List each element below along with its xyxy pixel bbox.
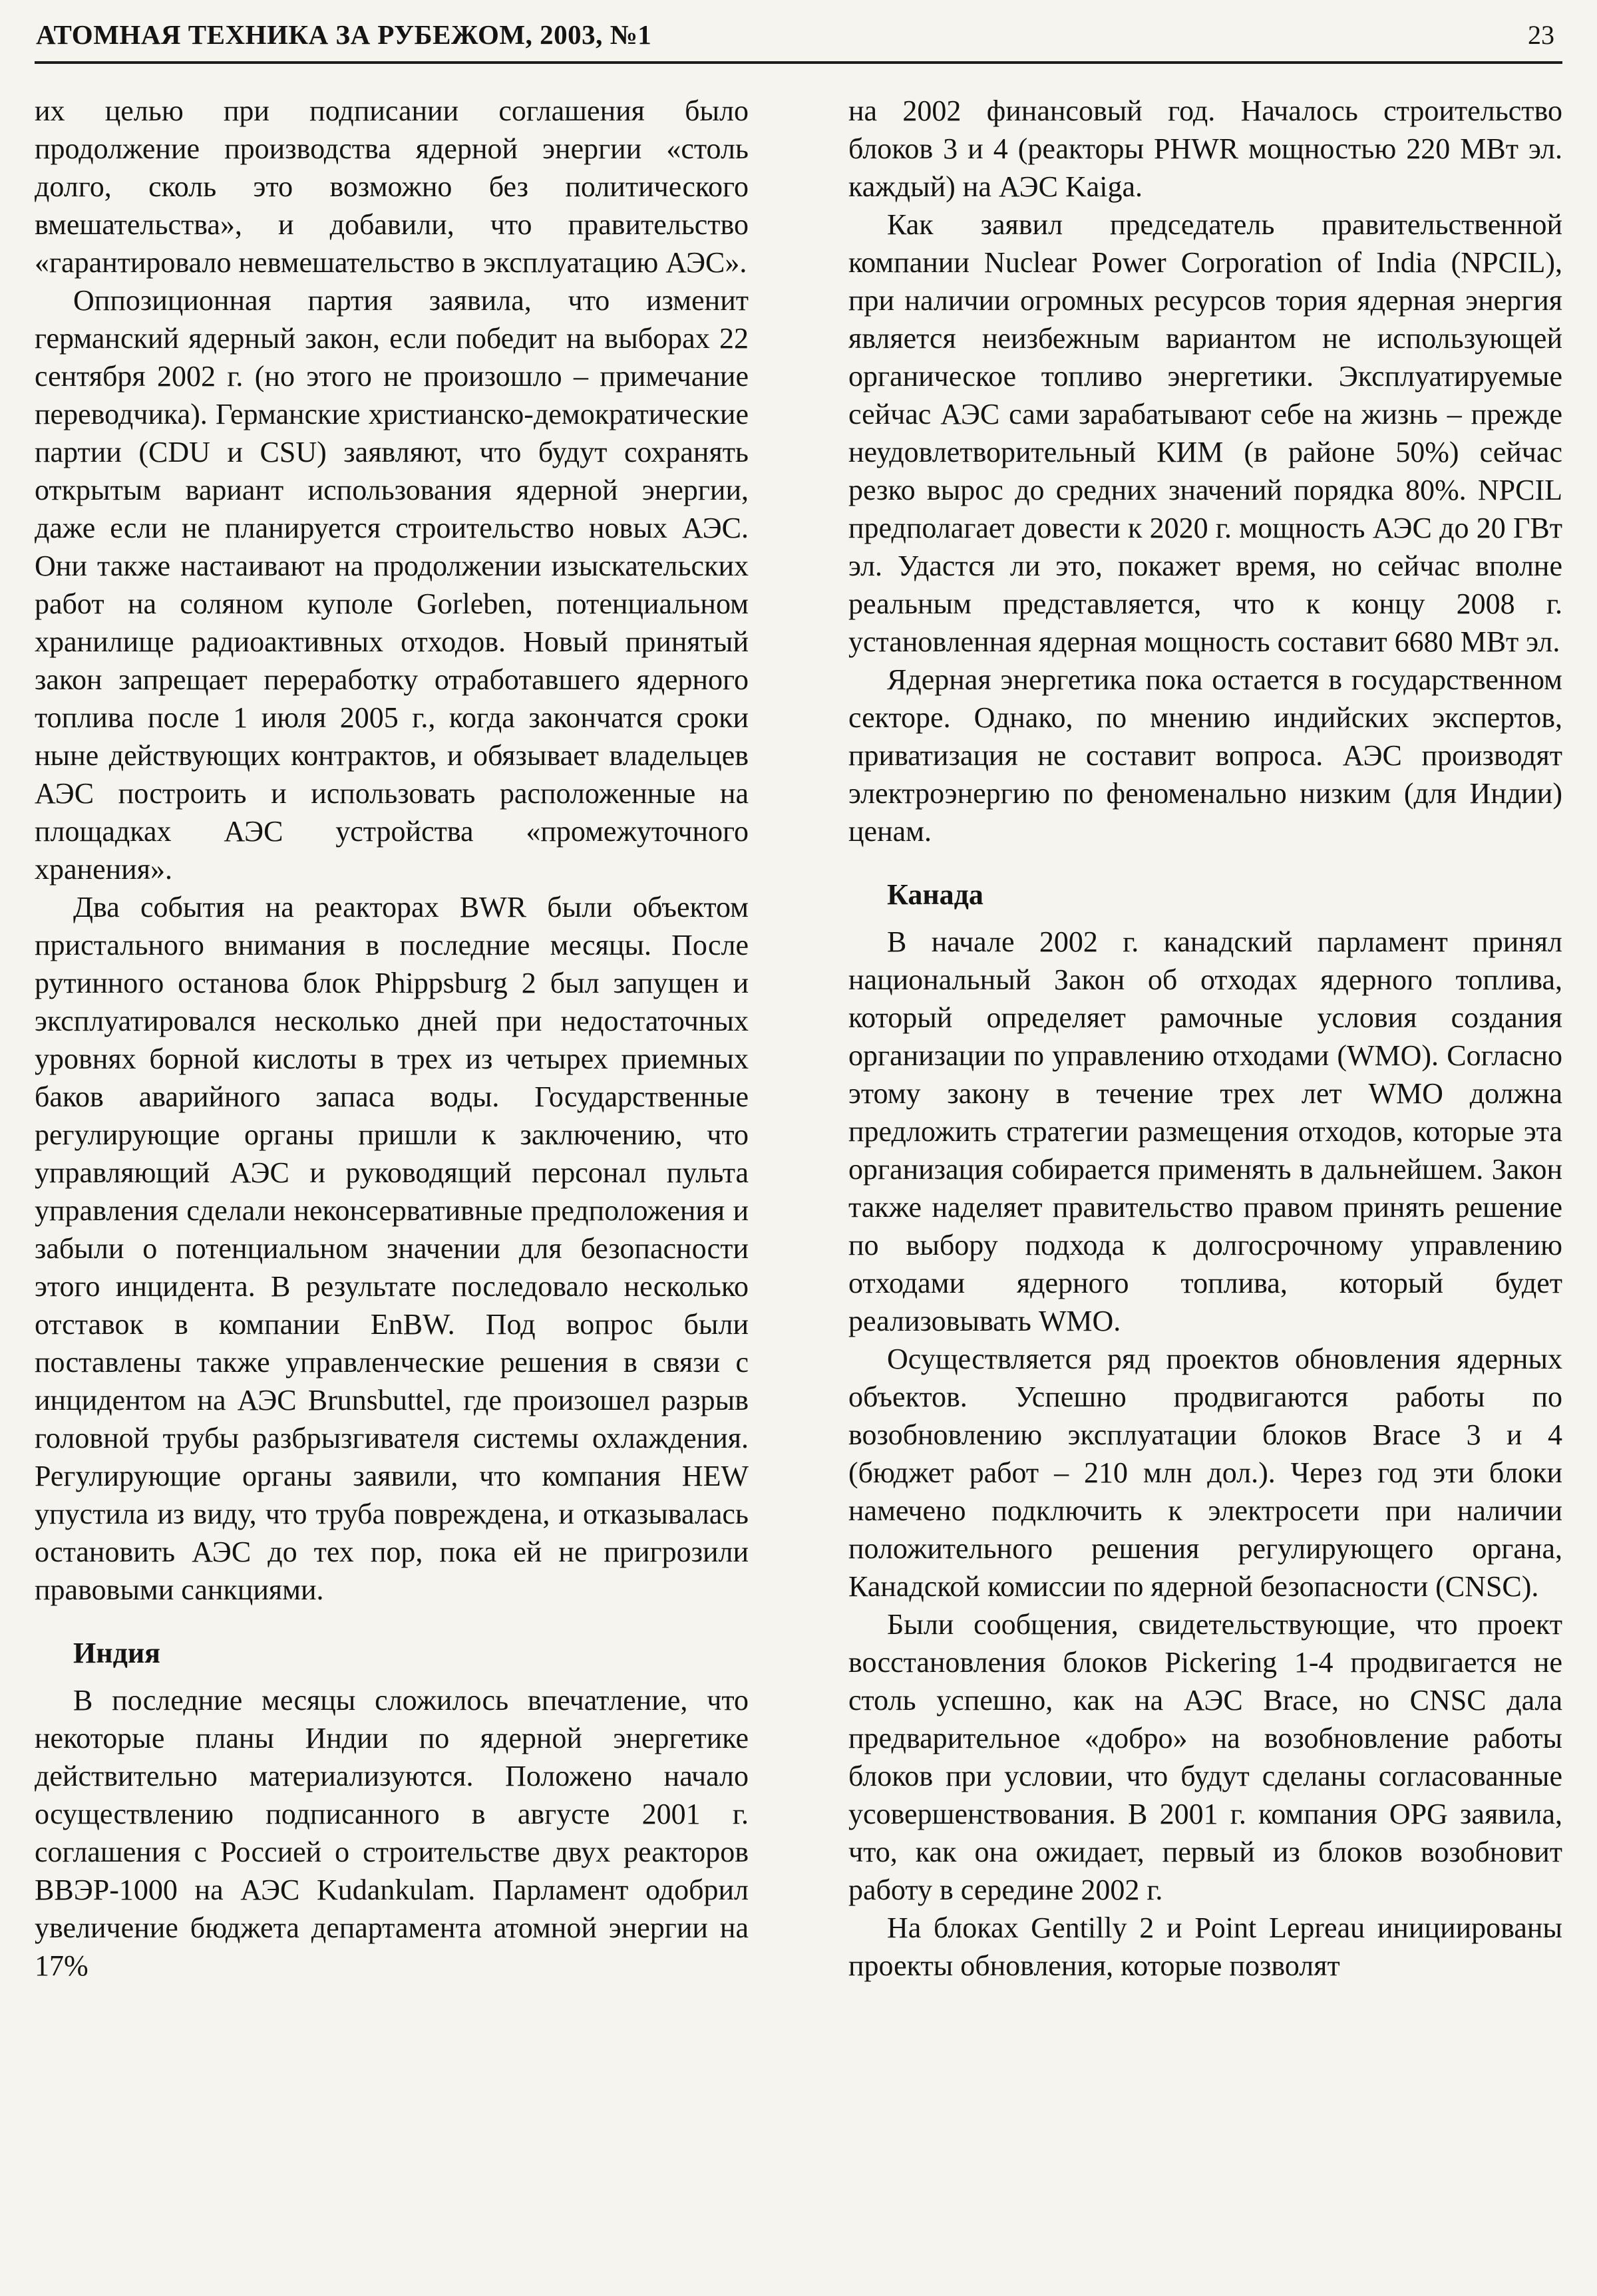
paragraph: Оппозиционная партия заявила, что изменит германский ядерный закон, если победит на выборах 22 сентября 2002 г. (но этого не произошло – примечание переводчика). Германские христианско-демократические партии (CDU и CSU) заявляют, что будут сохранять открытым вариант использования ядерной энергии, даже если не планируется строительство новых АЭС. Они также настаивают на продолжении изыскательских работ на соляном куполе Gorleben, потенциальном хранилище радиоактивных отходов. Новый принятый закон запрещает переработку отработавшего ядерного топлива после 1 июля 2005 г., когда закончатся сроки ныне действующих контрактов, и обязывает владельцев АЭС построить и использовать расположенные на площадках АЭС устройства «промежуточного хранения». xyxy=(35,284,749,886)
paragraph: их целью при подписании соглашения было продолжение производства ядерной энергии «столь долго, сколь это возможно без политического вмешательства», и добавили, что правительство «гарантировало невмешательство в эксплуатацию АЭС». xyxy=(35,94,749,279)
page-header xyxy=(35,16,1562,61)
left-column xyxy=(35,92,749,1985)
right-column xyxy=(848,92,1562,1985)
journal-title: АТОМНАЯ ТЕХНИКА ЗА РУБЕЖОМ, 2003, №1 xyxy=(36,19,652,50)
paragraph: Два события на реакторах BWR были объектом пристального внимания в последние месяцы. После рутинного останова блок Phippsburg 2 был запущен и эксплуатировался несколько дней при недостаточных уровнях борной кислоты в трех из четырех приемных баков аварийного запаса воды. Государственные регулирующие органы пришли к заключению, что управляющий АЭС и руководящий персонал пульта управления сделали неконсервативные предположения и забыли о потенциальном значении для безопасности этого инцидента. В результате последовало несколько отставок в компании EnBW. Под вопрос были поставлены также управленческие решения в связи с инцидентом на АЭС Brunsbuttel, где произошел разрыв головной трубы разбрызгивателя системы охлаждения. Регулирующие органы заявили, что компания HEW упустила из виду, что труба повреждена, и отказывалась остановить АЭС до тех пор, пока ей не пригрозили правовыми санкциями. xyxy=(35,891,749,1606)
article-body xyxy=(35,92,1562,1985)
section-heading: Индия xyxy=(73,1637,160,1669)
section-heading: Канада xyxy=(887,878,983,911)
paragraph: В последние месяцы сложилось впечатление, что некоторые планы Индии по ядерной энергетике действительно материализуются. Положено начало осуществлению подписанного в августе 2001 г. соглашения с Россией о строительстве двух реакторов ВВЭР-1000 на АЭС Kudankulam. Парламент одобрил увеличение бюджета департамента атомной энергии на 17% xyxy=(35,1684,749,1982)
paragraph: На блоках Gentilly 2 и Point Lepreau инициированы проекты обновления, которые позволят xyxy=(848,1911,1562,1982)
paragraph: Ядерная энергетика пока остается в государственном секторе. Однако, по мнению индийских экспертов, приватизация не составит вопроса. АЭС производят электроэнергию по феноменально низким (для Индии) ценам. xyxy=(848,663,1562,848)
paragraph: Осуществляется ряд проектов обновления ядерных объектов. Успешно продвигаются работы по возобновлению эксплуатации блоков Brace 3 и 4 (бюджет работ – 210 млн дол.). Через год эти блоки намечено подключить к электросети при наличии положительного решения регулирующего органа, Канадской комиссии по ядерной безопасности (CNSC). xyxy=(848,1343,1562,1603)
page-number: 23 xyxy=(1528,20,1554,50)
paragraph: Как заявил председатель правительственной компании Nuclear Power Corporation of India (NPCIL), при наличии огромных ресурсов тория ядерная энергия является неизбежным вариантом не использующей органическое топливо энергетики. Эксплуатируемые сейчас АЭС сами зарабатывают себе на жизнь – прежде неудовлетворительный КИМ (в районе 50%) сейчас резко вырос до средних значений порядка 80%. NPCIL предполагает довести к 2020 г. мощность АЭС до 20 ГВт эл. Удастся ли это, покажет время, но сейчас вполне реальным представляется, что к концу 2008 г. установленная ядерная мощность составит 6680 МВт эл. xyxy=(848,208,1562,658)
paragraph: Были сообщения, свидетельствующие, что проект восстановления блоков Pickering 1-4 продвигается не столь успешно, как на АЭС Brace, но CNSC дала предварительное «добро» на возобновление работы блоков при условии, что будут сделаны согласованные усовершенствования. В 2001 г. компания OPG заявила, что, как она ожидает, первый из блоков возобновит работу в середине 2002 г. xyxy=(848,1608,1562,1906)
paragraph: В начале 2002 г. канадский парламент принял национальный Закон об отходах ядерного топлива, который определяет рамочные условия создания организации по управлению отходами (WMO). Согласно этому закону в течение трех лет WMO должна предложить стратегии размещения отходов, которые эта организация собирается применять в дальнейшем. Закон также наделяет правительство правом принять решение по выбору подхода к долгосрочному управлению отходами ядерного топлива, который будет реализовывать WMO. xyxy=(848,925,1562,1337)
paragraph: на 2002 финансовый год. Началось строительство блоков 3 и 4 (реакторы PHWR мощностью 220 МВт эл. каждый) на АЭС Kaiga. xyxy=(848,94,1562,203)
header-divider xyxy=(35,61,1562,64)
